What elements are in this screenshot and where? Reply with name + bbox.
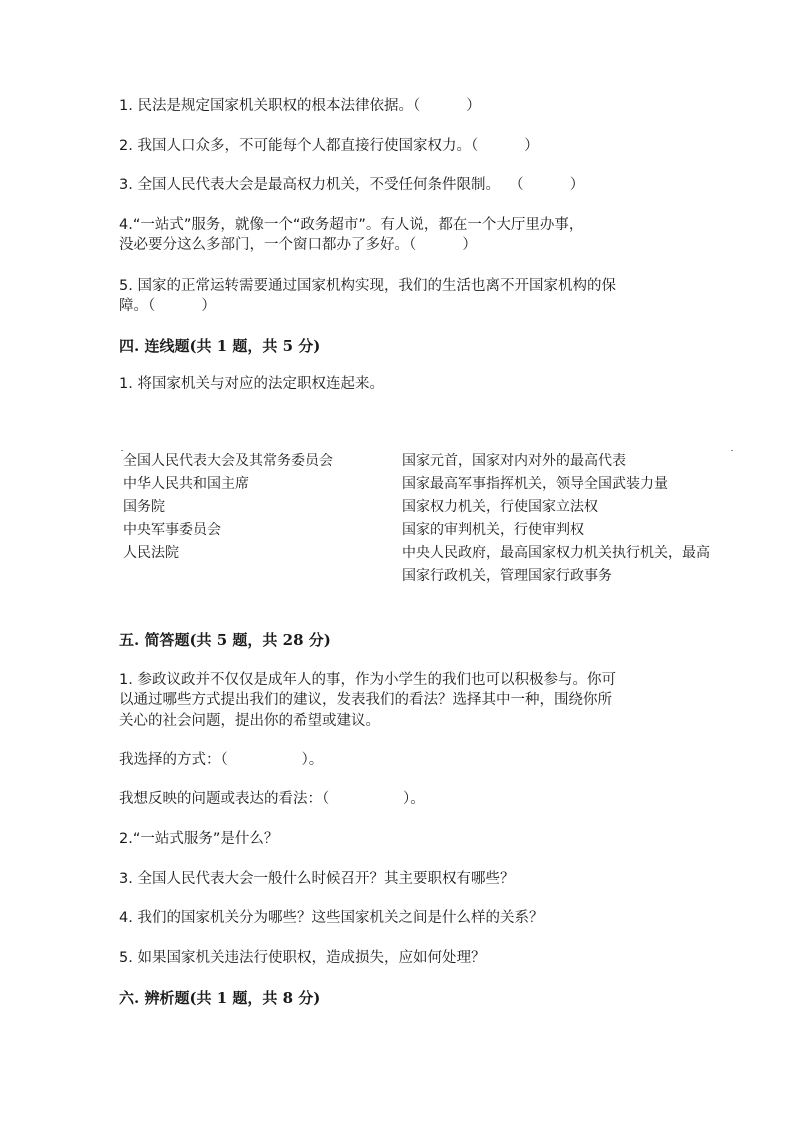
question-line: 5. 国家的正常运转需要通过国家机构实现，我们的生活也离不开国家机构的保: [119, 278, 616, 294]
matching-right-item: 国家的审判机关，行使审判权: [402, 522, 584, 538]
short-answer-question-5: 5. 如果国家机关违法行使职权，造成损失，应如何处理？: [119, 950, 486, 966]
section-heading-short-answer: 五. 简答题(共 5 题，共 28 分): [119, 631, 331, 649]
matching-right-item: 国家最高军事指挥机关，领导全国武装力量: [402, 476, 668, 492]
question-line: 关心的社会问题，提出你的希望或建议。: [119, 713, 380, 729]
matching-left-item: 国务院: [123, 499, 165, 515]
matching-right-item: 国家权力机关，行使国家立法权: [402, 499, 598, 515]
question-line: 1. 民法是规定国家机关职权的根本法律依据。（ ）: [119, 98, 481, 114]
matching-right-item: 国家元首，国家对内对外的最高代表: [402, 453, 626, 469]
question-line: 1. 参政议政并不仅仅是成年人的事，作为小学生的我们也可以积极参与。你可: [119, 672, 616, 688]
question-line: 没必要分这么多部门，一个窗口都办了多好。（ ）: [119, 237, 477, 253]
matching-right-item: 中央人民政府，最高国家权力机关执行机关，最高: [402, 545, 710, 561]
fill-in-method: 我选择的方式：（ ）。: [119, 752, 324, 768]
question-line: 2. 我国人口众多，不可能每个人都直接行使国家权力。（ ）: [119, 138, 539, 154]
section-heading-analysis: 六. 辨析题(共 1 题，共 8 分): [119, 989, 321, 1007]
section-heading-matching: 四. 连线题(共 1 题，共 5 分): [119, 337, 321, 355]
matching-left-item: 中央军事委员会: [123, 522, 221, 538]
table-corner-mark: [731, 450, 733, 451]
matching-left-item: 全国人民代表大会及其常务委员会: [123, 453, 333, 469]
short-answer-question-4: 4. 我们的国家机关分为哪些？这些国家机关之间是什么样的关系？: [119, 910, 544, 926]
question-line: 4.“一站式”服务，就像一个“政务超市”。有人说，都在一个大厅里办事，: [119, 217, 584, 233]
matching-left-item: 中华人民共和国主席: [123, 476, 249, 492]
question-line: 3. 全国人民代表大会是最高权力机关，不受任何条件限制。 （ ）: [119, 177, 585, 193]
short-answer-question-3: 3. 全国人民代表大会一般什么时候召开？其主要职权有哪些？: [119, 871, 515, 887]
short-answer-question-2: 2.“一站式服务”是什么？: [119, 831, 279, 847]
matching-left-item: 人民法院: [123, 545, 179, 561]
question-line: 障。（ ）: [119, 298, 216, 314]
matching-question: 1. 将国家机关与对应的法定职权连起来。: [119, 376, 384, 392]
question-line: 以通过哪些方式提出我们的建议，发表我们的看法？选择其中一种，围绕你所: [119, 692, 612, 708]
table-corner-mark: [121, 450, 123, 451]
matching-right-item: 国家行政机关，管理国家行政事务: [402, 568, 612, 584]
fill-in-opinion: 我想反映的问题或表达的看法：（ ）。: [119, 791, 425, 807]
